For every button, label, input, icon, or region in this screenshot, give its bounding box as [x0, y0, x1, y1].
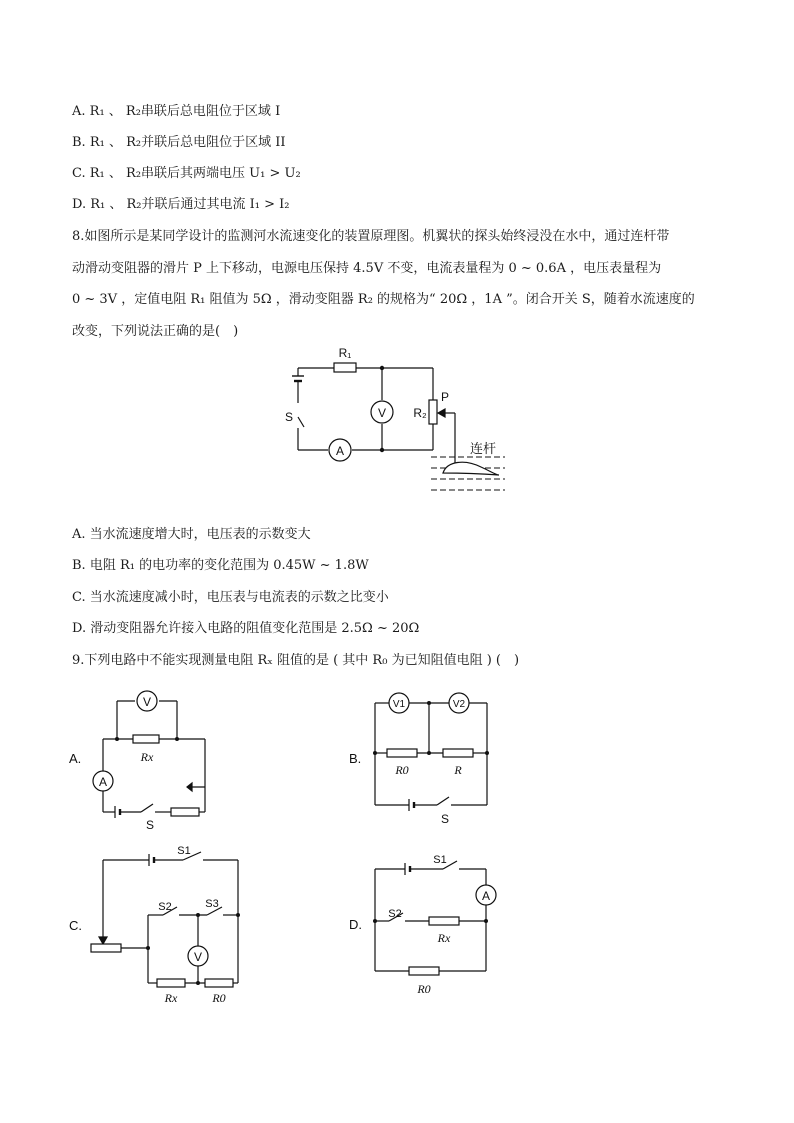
- circuit-b-r: R: [454, 763, 462, 777]
- circuit-c-s1: S1: [177, 845, 191, 857]
- circuit-d-option: D.: [349, 917, 362, 932]
- a-label: A: [335, 444, 345, 458]
- circuit-b-v2: V2: [452, 699, 466, 710]
- q9-circuit-d: [345, 845, 525, 1005]
- q8-option-a: A. 当水流速度增大时，电压表的示数变大: [72, 527, 311, 542]
- circuit-c-r0: R0: [212, 991, 226, 1005]
- r2-label: R₂: [413, 406, 427, 420]
- circuit-a-v: V: [142, 695, 152, 709]
- v-label: V: [377, 406, 387, 420]
- circuit-b-v1: V1: [392, 699, 406, 710]
- circuit-b-r0: R0: [395, 763, 409, 777]
- q9-circuit-b: [345, 685, 525, 830]
- r1-label: R₁: [338, 346, 352, 360]
- q8-option-b: B. 电阻 R₁ 的电功率的变化范围为 0.45W ~ 1.8W: [72, 558, 369, 573]
- q8-stem-line4: 改变，下列说法正确的是( ): [72, 324, 239, 339]
- circuit-c-v: V: [193, 950, 203, 964]
- circuit-c-s2: S2: [158, 901, 172, 913]
- q7-option-a: A. R₁ 、 R₂串联后总电阻位于区域 I: [72, 104, 281, 119]
- circuit-d-s1: S1: [433, 854, 447, 866]
- q7-option-b: B. R₁ 、 R₂并联后总电阻位于区域 II: [72, 135, 286, 150]
- q8-option-d: D. 滑动变阻器允许接入电路的阻值变化范围是 2.5Ω ~ 20Ω: [72, 621, 420, 636]
- circuit-c-rx: Rx: [164, 991, 178, 1005]
- q9-circuit-c: [65, 840, 255, 1010]
- q7-option-d: D. R₁ 、 R₂并联后通过其电流 I₁ > I₂: [72, 197, 290, 212]
- q9-circuit-a: [65, 685, 235, 830]
- circuit-d-r0: R0: [417, 982, 431, 996]
- circuit-a-option: A.: [69, 751, 82, 766]
- s-label: S: [284, 410, 294, 424]
- circuit-b-s: S: [440, 812, 450, 826]
- circuit-d-s2: S2: [388, 908, 402, 920]
- q8-stem-line2: 动滑动变阻器的滑片 P 上下移动，电源电压保持 4.5V 不变，电流表量程为 0 ~ 0.6A ，电压表量程为: [72, 261, 662, 276]
- circuit-a-s: S: [145, 818, 155, 832]
- circuit-c-s3: S3: [205, 898, 219, 910]
- q8-circuit-figure: [285, 345, 525, 495]
- circuit-d-rx: Rx: [437, 931, 451, 945]
- rod-label: 连杆: [469, 441, 497, 456]
- q8-stem-line3: 0 ~ 3V ，定值电阻 R₁ 阻值为 5Ω ，滑动变阻器 R₂ 的规格为“ 20Ω ，1A ”。闭合开关 S，随着水流速度的: [72, 292, 695, 307]
- q8-stem-line1: 8.如图所示是某同学设计的监测河水流速变化的装置原理图。机翼状的探头始终浸没在水中，通过连杆带: [72, 229, 670, 244]
- circuit-d-a: A: [481, 889, 491, 903]
- circuit-a-a: A: [98, 775, 108, 789]
- circuit-b-option: B.: [349, 751, 362, 766]
- q8-option-c: C. 当水流速度减小时，电压表与电流表的示数之比变小: [72, 590, 389, 605]
- circuit-a-rx: Rx: [140, 750, 154, 764]
- p-label: P: [440, 390, 450, 404]
- circuit-c-option: C.: [69, 918, 82, 933]
- q9-stem: 9.下列电路中不能实现测量电阻 Rₓ 阻值的是 ( 其中 R₀ 为已知阻值电阻 ) ( ): [72, 653, 520, 668]
- q7-option-c: C. R₁ 、 R₂串联后其两端电压 U₁ > U₂: [72, 166, 301, 181]
